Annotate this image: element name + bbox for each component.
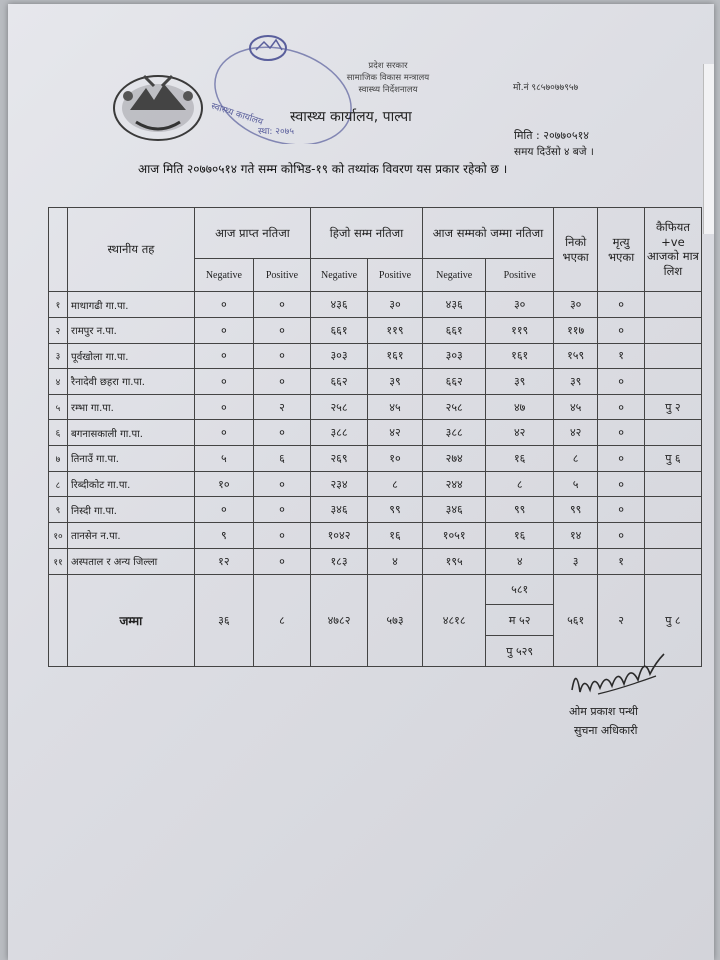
row-recovered: १४: [553, 523, 597, 549]
row-yesterday-negative: २६९: [311, 446, 368, 472]
page-edge-strip: [703, 64, 714, 234]
total-today-positive: ८: [253, 574, 310, 666]
total-cumulative-positive: [486, 574, 554, 666]
header-local-level: स्थानीय तह: [68, 208, 195, 292]
row-sn: ५: [49, 394, 68, 420]
row-cumulative-positive: १६: [486, 446, 554, 472]
row-sn: १०: [49, 523, 68, 549]
row-today-negative: ०: [194, 497, 253, 523]
covid-report-table: [48, 207, 702, 667]
row-cumulative-positive: ९९: [486, 497, 554, 523]
row-today-negative: ०: [194, 420, 253, 446]
table-row: [49, 317, 702, 343]
row-recovered: ३०: [553, 292, 597, 318]
row-local-level: बगनासकाली गा.पा.: [68, 420, 195, 446]
header-deaths: मृत्यु भएका: [598, 208, 644, 292]
row-cumulative-positive: ४२: [486, 420, 554, 446]
row-cumulative-negative: ३०३: [422, 343, 485, 369]
sub-positive: Positive: [486, 259, 554, 292]
row-local-level: निस्दी गा.पा.: [68, 497, 195, 523]
table-row: [49, 523, 702, 549]
signatory-name: ओम प्रकाश पन्थी: [569, 705, 638, 718]
row-cumulative-negative: १०५१: [422, 523, 485, 549]
row-local-level: पूर्वखोला गा.पा.: [68, 343, 195, 369]
table-body: [49, 292, 702, 574]
total-cumulative-negative: ४८१८: [422, 574, 485, 666]
table-row: [49, 394, 702, 420]
row-yesterday-positive: ४: [368, 548, 423, 574]
row-today-negative: १२: [194, 548, 253, 574]
office-line: प्रदेश सरकार: [368, 61, 408, 71]
row-recovered: ३९: [553, 369, 597, 395]
table-row: [49, 420, 702, 446]
document-page: [8, 4, 714, 960]
sub-negative: Negative: [194, 259, 253, 292]
table-row: [49, 292, 702, 318]
row-cumulative-negative: ३४६: [422, 497, 485, 523]
header-yesterday: हिजो सम्म नतिजा: [311, 208, 423, 259]
row-yesterday-positive: ३०: [368, 292, 423, 318]
row-remarks: [644, 497, 701, 523]
row-deaths: ०: [598, 497, 644, 523]
total-positive-all: ५८१: [486, 575, 553, 606]
total-sn: [49, 574, 68, 666]
row-deaths: ०: [598, 523, 644, 549]
row-yesterday-negative: २३४: [311, 471, 368, 497]
row-today-positive: ०: [253, 343, 310, 369]
row-today-positive: ०: [253, 548, 310, 574]
header-today: आज प्राप्त नतिजा: [194, 208, 310, 259]
office-line: सामाजिक विकास मन्त्रालय: [346, 73, 430, 83]
row-yesterday-positive: १६१: [368, 343, 423, 369]
total-yesterday-positive: ५७३: [368, 574, 423, 666]
row-deaths: ०: [598, 369, 644, 395]
sub-positive: Positive: [253, 259, 310, 292]
row-remarks: [644, 317, 701, 343]
row-local-level: रामपुर न.पा.: [68, 317, 195, 343]
reference-number: मो.नं ९८५७०७७९५७: [513, 83, 579, 93]
row-cumulative-negative: ४३६: [422, 292, 485, 318]
row-today-negative: ०: [194, 343, 253, 369]
row-remarks: [644, 343, 701, 369]
row-local-level: माथागढी गा.पा.: [68, 292, 195, 318]
row-remarks: पु २: [644, 394, 701, 420]
row-yesterday-positive: ११९: [368, 317, 423, 343]
row-sn: १: [49, 292, 68, 318]
row-recovered: १५९: [553, 343, 597, 369]
row-cumulative-positive: ४७: [486, 394, 554, 420]
signatory-role: सुचना अधिकारी: [574, 724, 638, 737]
row-cumulative-negative: २७४: [422, 446, 485, 472]
total-yesterday-negative: ४७८२: [311, 574, 368, 666]
report-date: मिति : २०७७०५१४: [514, 129, 590, 142]
row-deaths: ०: [598, 446, 644, 472]
row-cumulative-positive: ३९: [486, 369, 554, 395]
total-remarks: पु ८: [644, 574, 701, 666]
row-remarks: [644, 369, 701, 395]
row-yesterday-negative: ३४६: [311, 497, 368, 523]
row-sn: ३: [49, 343, 68, 369]
office-heading: [308, 60, 468, 96]
header-remarks: कैफियत +ve आजको मात्र लिश: [644, 208, 701, 292]
row-today-positive: ०: [253, 420, 310, 446]
row-today-negative: ५: [194, 446, 253, 472]
row-sn: ९: [49, 497, 68, 523]
total-label: जम्मा: [68, 574, 195, 666]
total-today-negative: ३६: [194, 574, 253, 666]
row-sn: ७: [49, 446, 68, 472]
row-today-positive: ०: [253, 317, 310, 343]
row-deaths: ०: [598, 420, 644, 446]
row-today-positive: ०: [253, 497, 310, 523]
row-deaths: ०: [598, 394, 644, 420]
row-cumulative-positive: ८: [486, 471, 554, 497]
row-remarks: [644, 471, 701, 497]
row-cumulative-positive: १६१: [486, 343, 554, 369]
report-headline: आज मिति २०७७०५१४ गते सम्म कोभिड-१९ को तथ्यांक विवरण यस प्रकार रहेको छ ।: [138, 162, 508, 176]
row-local-level: तिनाउँ गा.पा.: [68, 446, 195, 472]
row-yesterday-negative: ४३६: [311, 292, 368, 318]
row-deaths: ०: [598, 471, 644, 497]
table-row: [49, 497, 702, 523]
row-local-level: रम्भा गा.पा.: [68, 394, 195, 420]
row-cumulative-negative: १९५: [422, 548, 485, 574]
row-today-negative: ०: [194, 369, 253, 395]
row-yesterday-negative: ३८८: [311, 420, 368, 446]
row-local-level: रैनादेवी छहरा गा.पा.: [68, 369, 195, 395]
row-today-positive: ०: [253, 471, 310, 497]
total-recovered: ५६१: [553, 574, 597, 666]
table-row: [49, 471, 702, 497]
row-recovered: ४५: [553, 394, 597, 420]
row-cumulative-positive: ४: [486, 548, 554, 574]
office-line: स्वास्थ्य निर्देशनालय: [358, 85, 418, 95]
row-remarks: [644, 420, 701, 446]
row-sn: ६: [49, 420, 68, 446]
row-cumulative-negative: ६६२: [422, 369, 485, 395]
row-remarks: [644, 548, 701, 574]
row-today-negative: ०: [194, 394, 253, 420]
table-row: [49, 343, 702, 369]
header-cumulative: आज सम्मको जम्मा नतिजा: [422, 208, 553, 259]
row-yesterday-positive: ९९: [368, 497, 423, 523]
row-today-positive: ०: [253, 523, 310, 549]
row-yesterday-negative: ३०३: [311, 343, 368, 369]
row-cumulative-negative: ६६१: [422, 317, 485, 343]
row-yesterday-positive: १६: [368, 523, 423, 549]
row-sn: ८: [49, 471, 68, 497]
row-cumulative-positive: १६: [486, 523, 554, 549]
table-row: [49, 548, 702, 574]
report-time: समय दिउँसो ४ बजे ।: [514, 146, 594, 158]
row-yesterday-positive: ८: [368, 471, 423, 497]
row-remarks: [644, 523, 701, 549]
row-cumulative-negative: २४४: [422, 471, 485, 497]
header-sn: [49, 208, 68, 292]
row-sn: २: [49, 317, 68, 343]
total-positive-male: पु ५२९: [506, 644, 534, 658]
row-cumulative-negative: ३८८: [422, 420, 485, 446]
row-local-level: अस्पताल र अन्य जिल्ला: [68, 548, 195, 574]
row-today-negative: ९: [194, 523, 253, 549]
row-recovered: ४२: [553, 420, 597, 446]
stamp-year: स्था: २०७५: [258, 127, 295, 137]
total-positive-female: म ५२: [486, 605, 553, 636]
row-local-level: रिब्दीकोट गा.पा.: [68, 471, 195, 497]
row-yesterday-positive: ३९: [368, 369, 423, 395]
nepal-emblem-icon: [108, 66, 208, 146]
row-deaths: १: [598, 548, 644, 574]
row-yesterday-negative: १०४२: [311, 523, 368, 549]
row-remarks: [644, 292, 701, 318]
header-recovered: निको भएका: [553, 208, 597, 292]
row-local-level: तानसेन न.पा.: [68, 523, 195, 549]
row-sn: ११: [49, 548, 68, 574]
row-today-negative: १०: [194, 471, 253, 497]
signature-handwritten: [568, 646, 668, 706]
row-today-negative: ०: [194, 317, 253, 343]
table-row: [49, 446, 702, 472]
row-sn: ४: [49, 369, 68, 395]
row-recovered: ११७: [553, 317, 597, 343]
row-recovered: ५: [553, 471, 597, 497]
sub-negative: Negative: [422, 259, 485, 292]
stamp-text: स्वास्थ्य कार्यालय: [209, 101, 265, 128]
row-yesterday-negative: ६६१: [311, 317, 368, 343]
row-yesterday-negative: १८३: [311, 548, 368, 574]
row-deaths: ०: [598, 317, 644, 343]
row-remarks: पु ६: [644, 446, 701, 472]
sub-positive: Positive: [368, 259, 423, 292]
row-cumulative-negative: २५८: [422, 394, 485, 420]
row-recovered: ३: [553, 548, 597, 574]
row-today-negative: ०: [194, 292, 253, 318]
row-yesterday-positive: ४२: [368, 420, 423, 446]
row-recovered: ८: [553, 446, 597, 472]
office-title: स्वास्थ्य कार्यालय, पाल्पा: [290, 109, 412, 125]
table-row: [49, 369, 702, 395]
row-cumulative-positive: ११९: [486, 317, 554, 343]
row-deaths: ०: [598, 292, 644, 318]
row-yesterday-negative: २५८: [311, 394, 368, 420]
row-yesterday-positive: १०: [368, 446, 423, 472]
sub-negative: Negative: [311, 259, 368, 292]
row-today-positive: ०: [253, 369, 310, 395]
row-cumulative-positive: ३०: [486, 292, 554, 318]
row-deaths: १: [598, 343, 644, 369]
row-today-positive: २: [253, 394, 310, 420]
row-today-positive: ६: [253, 446, 310, 472]
row-yesterday-positive: ४५: [368, 394, 423, 420]
row-recovered: ९९: [553, 497, 597, 523]
total-deaths: २: [598, 574, 644, 666]
row-today-positive: ०: [253, 292, 310, 318]
row-yesterday-negative: ६६२: [311, 369, 368, 395]
